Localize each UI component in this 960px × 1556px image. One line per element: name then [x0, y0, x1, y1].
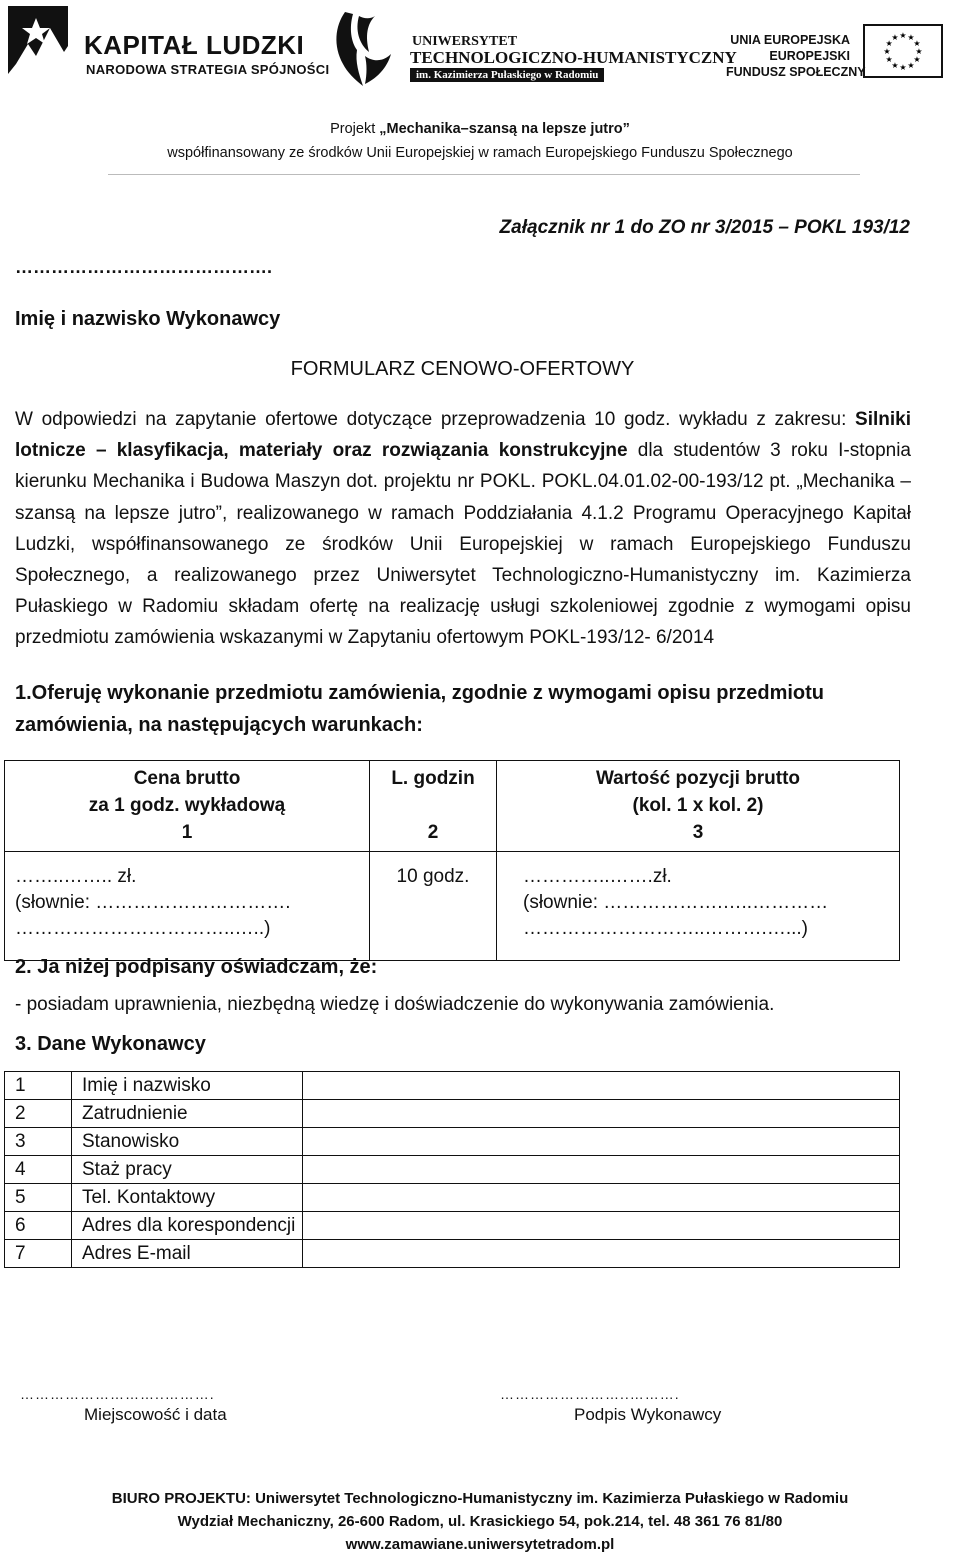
intro-part2: dla studentów 3 roku I-stopnia kierunku Mechanika i Budowa Maszyn dot. projektu nr POKL. POKL.04.01.02-00-193/12 pt. „Mechanika – szansą na lepsze jutro”, realizowanego w ramach Poddziałania 4.1.2 Programu Operacyjnego Kapitał Ludzki, współfinansowanego ze środków Unii Europejskiej w ramach Europejskiego Funduszu Społecznego, a realizowanego przez Uniwersytet Technologiczno-Humanistyczny im. Kazimierza Pułaskiego w Radomiu składam ofertę na realizację usługi szkoleniowej zgodnie z wymogami opisu przedmiotu zamówienia wskazanymi w Zapytaniu ofertowym POKL-193/12- 6/2014: [15, 440, 911, 649]
row-number: 5: [5, 1184, 72, 1212]
price-per-hour-words[interactable]: (słownie: ………………………….: [15, 892, 291, 913]
row-label: Tel. Kontaktowy: [72, 1184, 303, 1212]
eu-star-icon: ★: [907, 60, 915, 70]
hours-cell: [370, 852, 497, 961]
contractor-data-table: [4, 1071, 900, 1268]
form-title: FORMULARZ CENOWO-OFERTOWY: [290, 358, 635, 380]
section3-heading: 3. Dane Wykonawcy: [15, 1033, 206, 1055]
table-row: [5, 1072, 900, 1100]
declaration-text: - posiadam uprawnienia, niezbędną wiedzę i doświadczenie do wykonywania zamówienia.: [15, 994, 775, 1015]
price-header-col1: [5, 761, 370, 852]
price-header-col1-num: 1: [181, 822, 193, 843]
university-name-line3: im. Kazimierza Pułaskiego w Radomiu: [410, 68, 604, 82]
row-number: 4: [5, 1156, 72, 1184]
table-row: [5, 1212, 900, 1240]
eu-star-icon: ★: [899, 31, 907, 40]
eu-star-icon: ★: [883, 47, 891, 56]
eu-star-icon: ★: [885, 55, 893, 64]
section2-heading: 2. Ja niżej podpisany oświadczam, że:: [15, 956, 378, 978]
table-row: [5, 1156, 900, 1184]
eu-star-icon: ★: [915, 47, 923, 56]
eu-star-icon: ★: [907, 33, 915, 43]
kapital-ludzki-emblem-icon: [6, 4, 86, 90]
table-row: [5, 1128, 900, 1156]
footer-website-link[interactable]: www.zamawiane.uniwersytetradom.pl: [345, 1536, 615, 1553]
section1-heading: 1.Oferuję wykonanie przedmiotu zamówienia, zgodnie z wymogami opisu przedmiotu zamówienia, na następujących warunkach:: [15, 682, 825, 736]
price-header-col3-num: 3: [692, 822, 704, 843]
eu-line2: EUROPEJSKI: [769, 49, 850, 63]
project-prefix: Projekt: [330, 121, 380, 137]
price-header-col2-num: 2: [427, 822, 439, 843]
intro-subject: Silniki lotnicze – klasyfikacja, materiały oraz rozwiązania konstrukcyjne: [15, 409, 911, 462]
price-header-col3-line1: Wartość pozycji brutto: [595, 768, 801, 789]
price-per-hour-cell[interactable]: [5, 852, 370, 961]
university-name-line1: UNIWERSYTET: [412, 34, 518, 49]
price-header-col3: [497, 761, 900, 852]
row-label: Adres dla korespondencji: [72, 1212, 303, 1240]
row-label: Zatrudnienie: [72, 1100, 303, 1128]
signature-field[interactable]: ……………………..……….: [500, 1386, 680, 1402]
place-date-label: Miejscowość i data: [84, 1405, 227, 1424]
row-value-field[interactable]: [303, 1072, 900, 1100]
row-number: 3: [5, 1128, 72, 1156]
eu-line1: UNIA EUROPEJSKA: [730, 33, 850, 47]
table-row: [5, 1240, 900, 1268]
intro-paragraph: [15, 404, 911, 654]
price-table: [4, 760, 900, 961]
price-header-col3-line2: (kol. 1 x kol. 2): [632, 795, 764, 816]
cofinancing-note: współfinansowany ze środków Unii Europejskiej w ramach Europejskiego Funduszu Społecznego: [167, 145, 793, 161]
eu-logo-text: [726, 32, 866, 80]
header-divider: [108, 174, 860, 175]
total-value[interactable]: …………..…….zł.: [523, 866, 672, 887]
footer-office: BIURO PROJEKTU: Uniwersytet Technologiczno-Humanistyczny im. Kazimierza Pułaskiego w Radomiu: [111, 1490, 849, 1507]
price-header-col2: [370, 761, 497, 852]
hours-value: 10 godz.: [396, 866, 470, 887]
contractor-name-label: Imię i nazwisko Wykonawcy: [15, 308, 281, 330]
table-row: [5, 1100, 900, 1128]
project-title: [0, 121, 960, 137]
eu-star-icon: ★: [913, 39, 921, 48]
university-name-line2: TECHNOLOGICZNO-HUMANISTYCZNY: [410, 48, 737, 67]
price-header-col2-line2: [370, 792, 496, 819]
price-per-hour-value[interactable]: ……..…….. zł.: [15, 866, 137, 887]
university-eagle-icon: [325, 6, 395, 90]
place-date-field[interactable]: ………………………..……….: [20, 1386, 215, 1402]
row-value-field[interactable]: [303, 1156, 900, 1184]
signature-label: Podpis Wykonawcy: [574, 1405, 722, 1424]
price-header-col1-line1: Cena brutto: [133, 768, 241, 789]
total-value-cell[interactable]: [497, 852, 900, 961]
eu-star-icon: ★: [899, 63, 907, 72]
row-label: Staż pracy: [72, 1156, 303, 1184]
row-label: Imię i nazwisko: [72, 1072, 303, 1100]
table-row: [5, 1184, 900, 1212]
eu-star-icon: ★: [891, 60, 899, 70]
contractor-name-field[interactable]: …………………………………….: [15, 257, 273, 277]
row-number: 1: [5, 1072, 72, 1100]
row-value-field[interactable]: [303, 1100, 900, 1128]
row-value-field[interactable]: [303, 1128, 900, 1156]
row-value-field[interactable]: [303, 1240, 900, 1268]
total-value-words-cont[interactable]: ………………………..……….…...): [523, 918, 808, 939]
price-per-hour-words-cont[interactable]: ……………………………..…..): [15, 918, 271, 939]
row-label: Stanowisko: [72, 1128, 303, 1156]
row-number: 7: [5, 1240, 72, 1268]
intro-part1: W odpowiedzi na zapytanie ofertowe dotyczące przeprowadzenia 10 godz. wykładu z zakresu:: [15, 409, 856, 430]
price-header-col1-line2: za 1 godz. wykładową: [88, 795, 286, 816]
row-label: Adres E-mail: [72, 1240, 303, 1268]
eu-star-icon: ★: [891, 33, 899, 43]
annex-title: Załącznik nr 1 do ZO nr 3/2015 – POKL 193/12: [499, 217, 910, 238]
eu-flag-icon: [863, 24, 943, 78]
kapital-ludzki-title: KAPITAŁ LUDZKI: [84, 30, 305, 60]
row-number: 2: [5, 1100, 72, 1128]
row-number: 6: [5, 1212, 72, 1240]
footer-address: Wydział Mechaniczny, 26-600 Radom, ul. Krasickiego 54, pok.214, tel. 48 361 76 81/80: [177, 1513, 783, 1530]
kapital-ludzki-subtitle: NARODOWA STRATEGIA SPÓJNOŚCI: [86, 62, 330, 77]
price-header-col2-line1: L. godzin: [391, 768, 475, 789]
eu-star-icon: ★: [913, 55, 921, 64]
total-value-words[interactable]: (słownie: ……………….…..…………: [523, 892, 829, 913]
eu-star-icon: ★: [885, 39, 893, 48]
price-table-header-row: [5, 761, 900, 852]
row-value-field[interactable]: [303, 1184, 900, 1212]
price-table-row: [5, 852, 900, 961]
row-value-field[interactable]: [303, 1212, 900, 1240]
eu-line3: FUNDUSZ SPOŁECZNY: [726, 65, 866, 79]
project-name: „Mechanika–szansą na lepsze jutro”: [379, 121, 630, 137]
